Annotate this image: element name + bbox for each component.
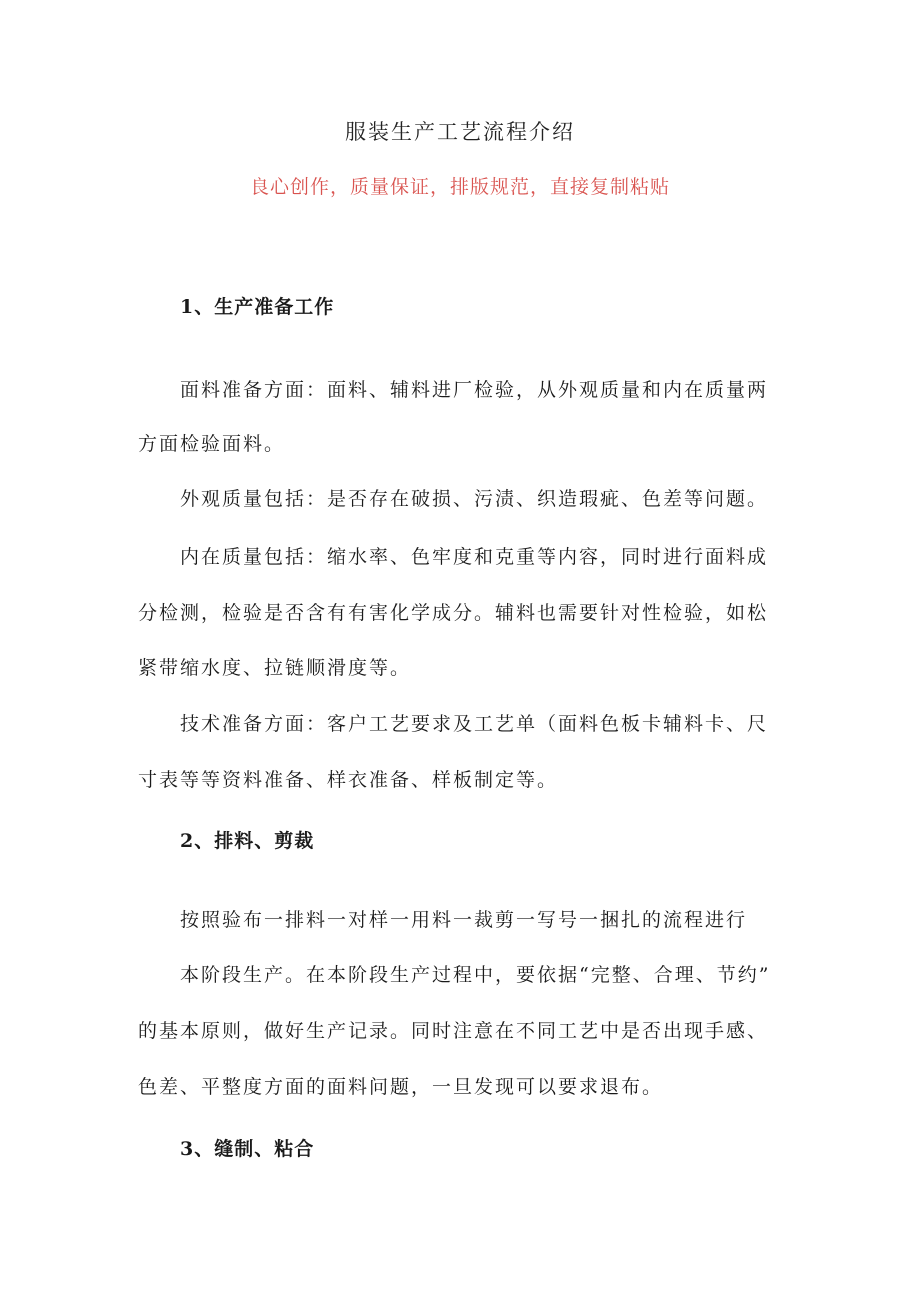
paragraph-line: 技术准备方面：客户工艺要求及工艺单（面料色板卡辅料卡、尺 [180, 713, 769, 735]
paragraph-line: 内在质量包括：缩水率、色牢度和克重等内容，同时进行面料成 [180, 546, 769, 568]
paragraph-line: 紧带缩水度、拉链顺滑度等。 [138, 657, 412, 679]
paragraph-line: 寸表等等资料准备、样衣准备、样板制定等。 [138, 769, 559, 791]
paragraph-line: 的基本原则，做好生产记录。同时注意在不同工艺中是否出现手感、 [138, 1020, 769, 1042]
section-heading-1: 1、生产准备工作 [180, 296, 335, 318]
paragraph-line: 方面检验面料。 [138, 433, 286, 455]
paragraph-line: 按照验布一排料一对样一用料一裁剪一写号一捆扎的流程进行 [180, 909, 748, 931]
paragraph-line: 色差、平整度方面的面料问题，一旦发现可以要求退布。 [138, 1076, 664, 1098]
paragraph-line: 本阶段生产。在本阶段生产过程中，要依据“完整、合理、节约” [180, 964, 771, 986]
paragraph-line: 面料准备方面：面料、辅料进厂检验，从外观质量和内在质量两 [180, 379, 769, 401]
section-heading-3: 3、缝制、粘合 [180, 1138, 315, 1160]
section-heading-2: 2、排料、剪裁 [180, 830, 315, 852]
paragraph-line: 外观质量包括：是否存在破损、污渍、织造瑕疵、色差等问题。 [180, 488, 769, 510]
page-title: 服装生产工艺流程介绍 [345, 120, 575, 144]
page-subtitle: 良心创作，质量保证，排版规范，直接复制粘贴 [249, 176, 670, 198]
paragraph-line: 分检测，检验是否含有有害化学成分。辅料也需要针对性检验，如松 [138, 602, 769, 624]
